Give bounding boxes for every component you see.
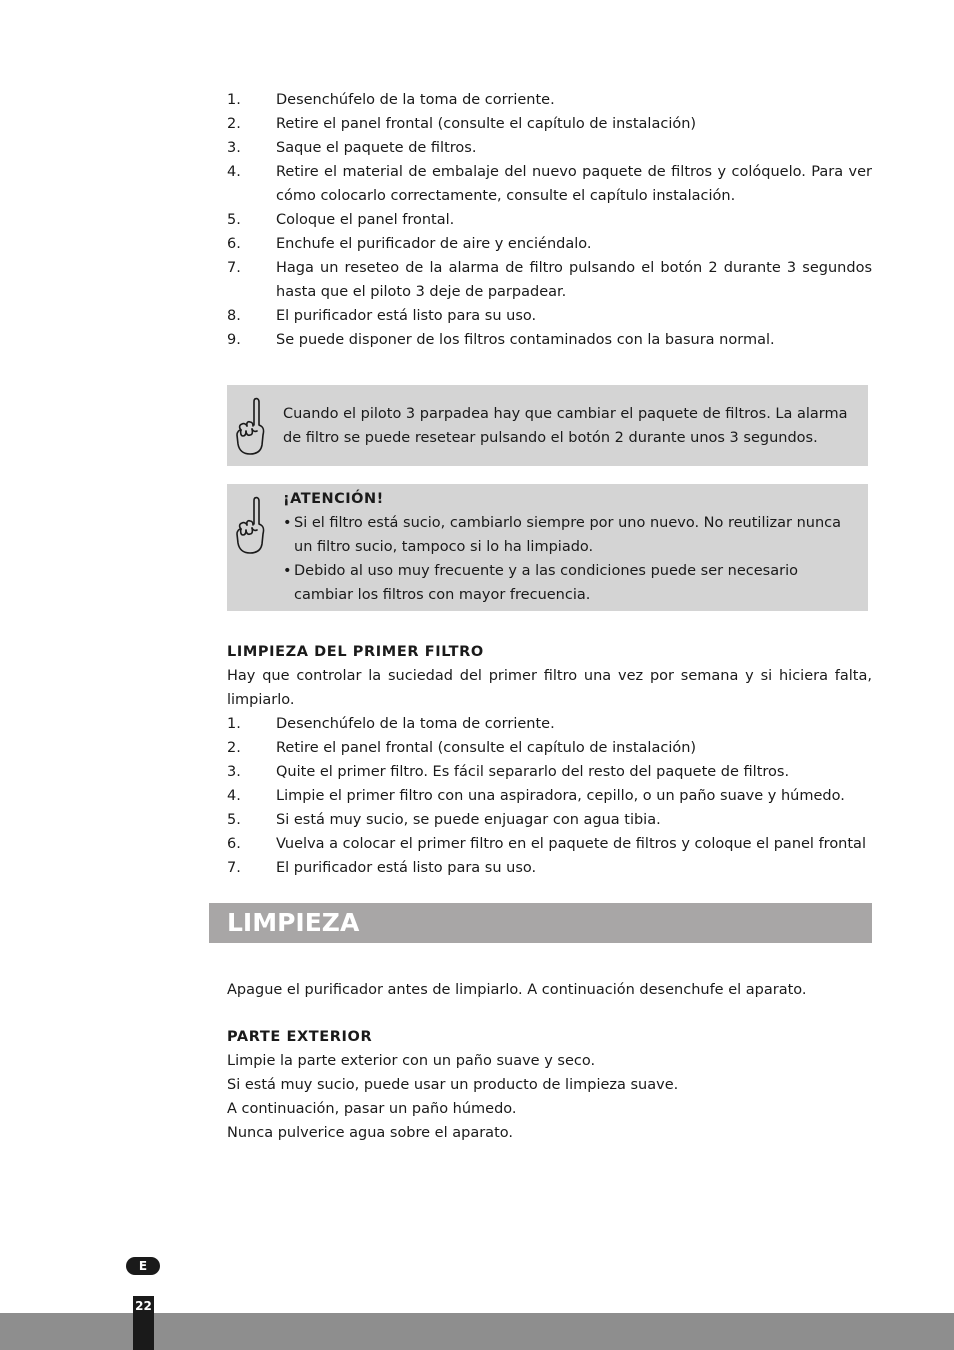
list-item: 5. Coloque el panel frontal. (227, 212, 455, 228)
note-text (283, 487, 856, 607)
list-item: 1. Desenchúfelo de la toma de corriente. (227, 716, 555, 732)
list-item: 4. Limpie el primer filtro con una aspiradora, cepillo, o un paño suave y húmedo. (227, 788, 845, 804)
exterior-text: Limpie la parte exterior con un paño suave y seco. Si está muy sucio, puede usar un producto de limpieza suave. A continuación, pasar un paño húmedo. Nunca pulverice agua sobre el aparato. (227, 1053, 679, 1141)
list-item: 6. Vuelva a colocar el primer filtro en el paquete de filtros y coloque el panel frontal (227, 836, 866, 852)
bullet-item: • Si el filtro está sucio, cambiarlo siempre por uno nuevo. No reutilizar nunca un filtro sucio, tampoco si lo ha limpiado. (283, 515, 842, 555)
warning-title: ¡ATENCIÓN! (283, 491, 384, 507)
first-filter-steps (227, 712, 872, 880)
filter-change-steps (227, 88, 872, 352)
info-note (227, 385, 868, 466)
section-header (209, 903, 872, 943)
bullet-item: • Debido al uso muy frecuente y a las condiciones puede ser necesario cambiar los filtros con mayor frecuencia. (283, 563, 798, 603)
exterior-heading: PARTE EXTERIOR (227, 1029, 373, 1045)
list-item: 4. Retire el material de embalaje del nuevo paquete de filtros y colóquelo. Para ver cómo colocarlo correctamente, consulte el capítulo instalación. (227, 164, 872, 204)
warning-note (227, 484, 868, 611)
first-filter-heading: LIMPIEZA DEL PRIMER FILTRO (227, 644, 484, 660)
list-item: 8. El purificador está listo para su uso. (227, 308, 537, 324)
list-item: 2. Retire el panel frontal (consulte el capítulo de instalación) (227, 116, 697, 132)
pointing-hand-icon (233, 395, 267, 457)
pointing-hand-icon (233, 494, 267, 556)
first-filter-intro: Hay que controlar la suciedad del primer filtro una vez por semana y si hiciera falta, limpiarlo. (227, 668, 872, 708)
language-badge: E (126, 1257, 160, 1275)
list-item: 3. Quite el primer filtro. Es fácil separarlo del resto del paquete de filtros. (227, 764, 790, 780)
section-title: LIMPIEZA (227, 908, 360, 937)
list-item: 7. El purificador está listo para su uso. (227, 860, 537, 876)
list-item: 1. Desenchúfelo de la toma de corriente. (227, 92, 555, 108)
page-number: 22 (133, 1296, 154, 1350)
list-item: 7. Haga un reseteo de la alarma de filtro pulsando el botón 2 durante 3 segundos hasta que el piloto 3 deje de parpadear. (227, 260, 872, 300)
list-item: 3. Saque el paquete de filtros. (227, 140, 477, 156)
list-item: 9. Se puede disponer de los filtros contaminados con la basura normal. (227, 332, 775, 348)
list-item: 2. Retire el panel frontal (consulte el capítulo de instalación) (227, 740, 697, 756)
list-item: 5. Si está muy sucio, se puede enjuagar con agua tibia. (227, 812, 661, 828)
list-item: 6. Enchufe el purificador de aire y enciéndalo. (227, 236, 592, 252)
note-text: Cuando el piloto 3 parpadea hay que cambiar el paquete de filtros. La alarma de filtro se puede resetear pulsando el botón 2 durante unos 3 segundos. (283, 406, 848, 446)
cleaning-intro: Apague el purificador antes de limpiarlo. A continuación desenchufe el aparato. (227, 982, 807, 998)
